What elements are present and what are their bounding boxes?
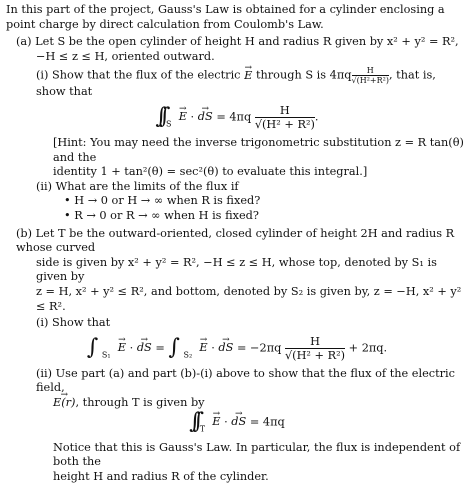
part-b-line1: Let T be the outward-oriented, closed cylinder of height 2H and radius R whose curved (16, 226, 455, 255)
part-a-ii-text: What are the limits of the flux if (55, 179, 239, 193)
intro-paragraph: In this part of the project, Gauss's Law is obtained for a cylinder enclosing a point charge by direct calculation from Coulomb's Law. (6, 3, 445, 31)
eq-b-den: √(H² + R²) (284, 348, 346, 362)
eq-b-end: + 2πq. (348, 341, 388, 355)
eq-gauss-ds: → dS (231, 415, 246, 430)
part-a-i-fraction (352, 66, 389, 85)
eq-b-sub2: S₂ (183, 350, 193, 360)
eq-gauss-e: → E (212, 415, 220, 430)
part-a-i-frac-den: √(H²+R²) (351, 76, 389, 86)
eq-b-fraction (285, 335, 345, 362)
eq-a-dot: · (190, 110, 195, 124)
note-line2: height H and radius R of the cylinder. (53, 469, 269, 483)
part-a-label: (a) (16, 35, 32, 49)
eq-b-num: H (285, 335, 345, 349)
equation-a: ∫∫ $_S$ → E · → dS = 4πq $\frac{H}{\text{√(H² + R²)}}$ . (6, 104, 468, 132)
part-a-line1: Let S be the open cylinder of height H and radius R given by x² + y² = R², (35, 35, 459, 49)
eq-a-ds: → dS (198, 110, 213, 125)
eq-b-dot2: · (211, 341, 215, 355)
part-a-text (6, 35, 468, 50)
hint-line2: identity 1 + tan²(θ) = sec²(θ) to evaluate this integral.] (53, 165, 368, 179)
part-b-ii-text2: , through T is given by (75, 396, 205, 410)
part-a-ii (6, 180, 468, 195)
eq-b-e2: → E (199, 341, 207, 356)
eq-gauss-rhs: = 4πq (249, 414, 285, 428)
part-a-i-text-c: , that is, show that (36, 68, 436, 99)
eq-a-num: H (255, 104, 315, 118)
double-integral-sign: ∫∫ (155, 104, 163, 130)
part-a-line2: −H ≤ z ≤ H, oriented outward. (36, 49, 215, 63)
integral-sign-s1: ∫ (86, 334, 99, 360)
eq-b-mid: = −2πq (237, 341, 282, 355)
eq-b-e1: → E (118, 341, 126, 356)
part-a-i-frac-num: H (352, 66, 389, 76)
part-a-i-label: (i) (36, 68, 49, 82)
double-integral-sign-t: ∫∫ (189, 408, 197, 434)
eq-b-ds1: → dS (137, 341, 152, 356)
eq-a-e: → E (179, 110, 187, 125)
part-b-label: (b) (16, 226, 33, 240)
eq-a-rhs: = 4πq (216, 110, 252, 124)
part-b-text (6, 227, 468, 256)
part-b-line2: side is given by x² + y² = R², −H ≤ z ≤ H, whose top, denoted by S₁ is given by (36, 255, 437, 284)
part-b-i-label: (i) (36, 316, 49, 330)
integral-sign-s2: ∫ (168, 334, 180, 360)
eq-gauss-sub: T (199, 423, 206, 433)
part-b-ii-label: (ii) (36, 366, 53, 380)
part-b-i (6, 316, 468, 331)
equation-gauss (6, 408, 468, 437)
equation-b: ∫ $_{S_1}$ → E · → dS = ∫ $_{S_2}$ → E · → dS = −2πq $\frac{H}{\text{√(H² + R²)}}$ + 2πq. (6, 335, 468, 363)
note-line1: Notice that this is Gauss's Law. In particular, the flux is independent of both the (53, 440, 461, 469)
part-b-i-text: Show that (52, 316, 111, 330)
eq-b-ds2: → dS (218, 341, 233, 356)
eq-b-sub1: S₁ (101, 350, 111, 360)
eq-a-den: √(H² + R²) (254, 117, 315, 131)
part-a-i (6, 66, 468, 100)
field-e-symbol: → E (244, 69, 252, 84)
part-b-line3: z = H, x² + y² ≤ R², and bottom, denoted by S₂ is given by, z = −H, x² + y² ≤ R². (36, 285, 462, 313)
part-b-ii-line1: Use part (a) and part (b)-(i) above to show that the flux of the electric field, (36, 366, 455, 395)
eq-b-dot1: · (129, 341, 134, 355)
part-a-i-text-b: through S is 4πq (255, 68, 352, 82)
part-a-ii-bullet1: • H → 0 or H → ∞ when R is fixed? (64, 194, 261, 208)
part-a-i-text-a: Show that the flux of the electric (52, 68, 241, 82)
part-a-ii-label: (ii) (36, 179, 53, 193)
hint-line1: [Hint: You may need the inverse trigonometric substitution z = R tan(θ) and the (53, 136, 464, 164)
part-a-ii-bullet2: • R → 0 or R → ∞ when H is fixed? (64, 209, 259, 223)
equation-a-sub: S (166, 119, 172, 129)
field-e-of-r: → E(r) (53, 396, 75, 411)
eq-gauss-dot: · (224, 414, 228, 428)
eq-a-fraction (255, 104, 315, 131)
